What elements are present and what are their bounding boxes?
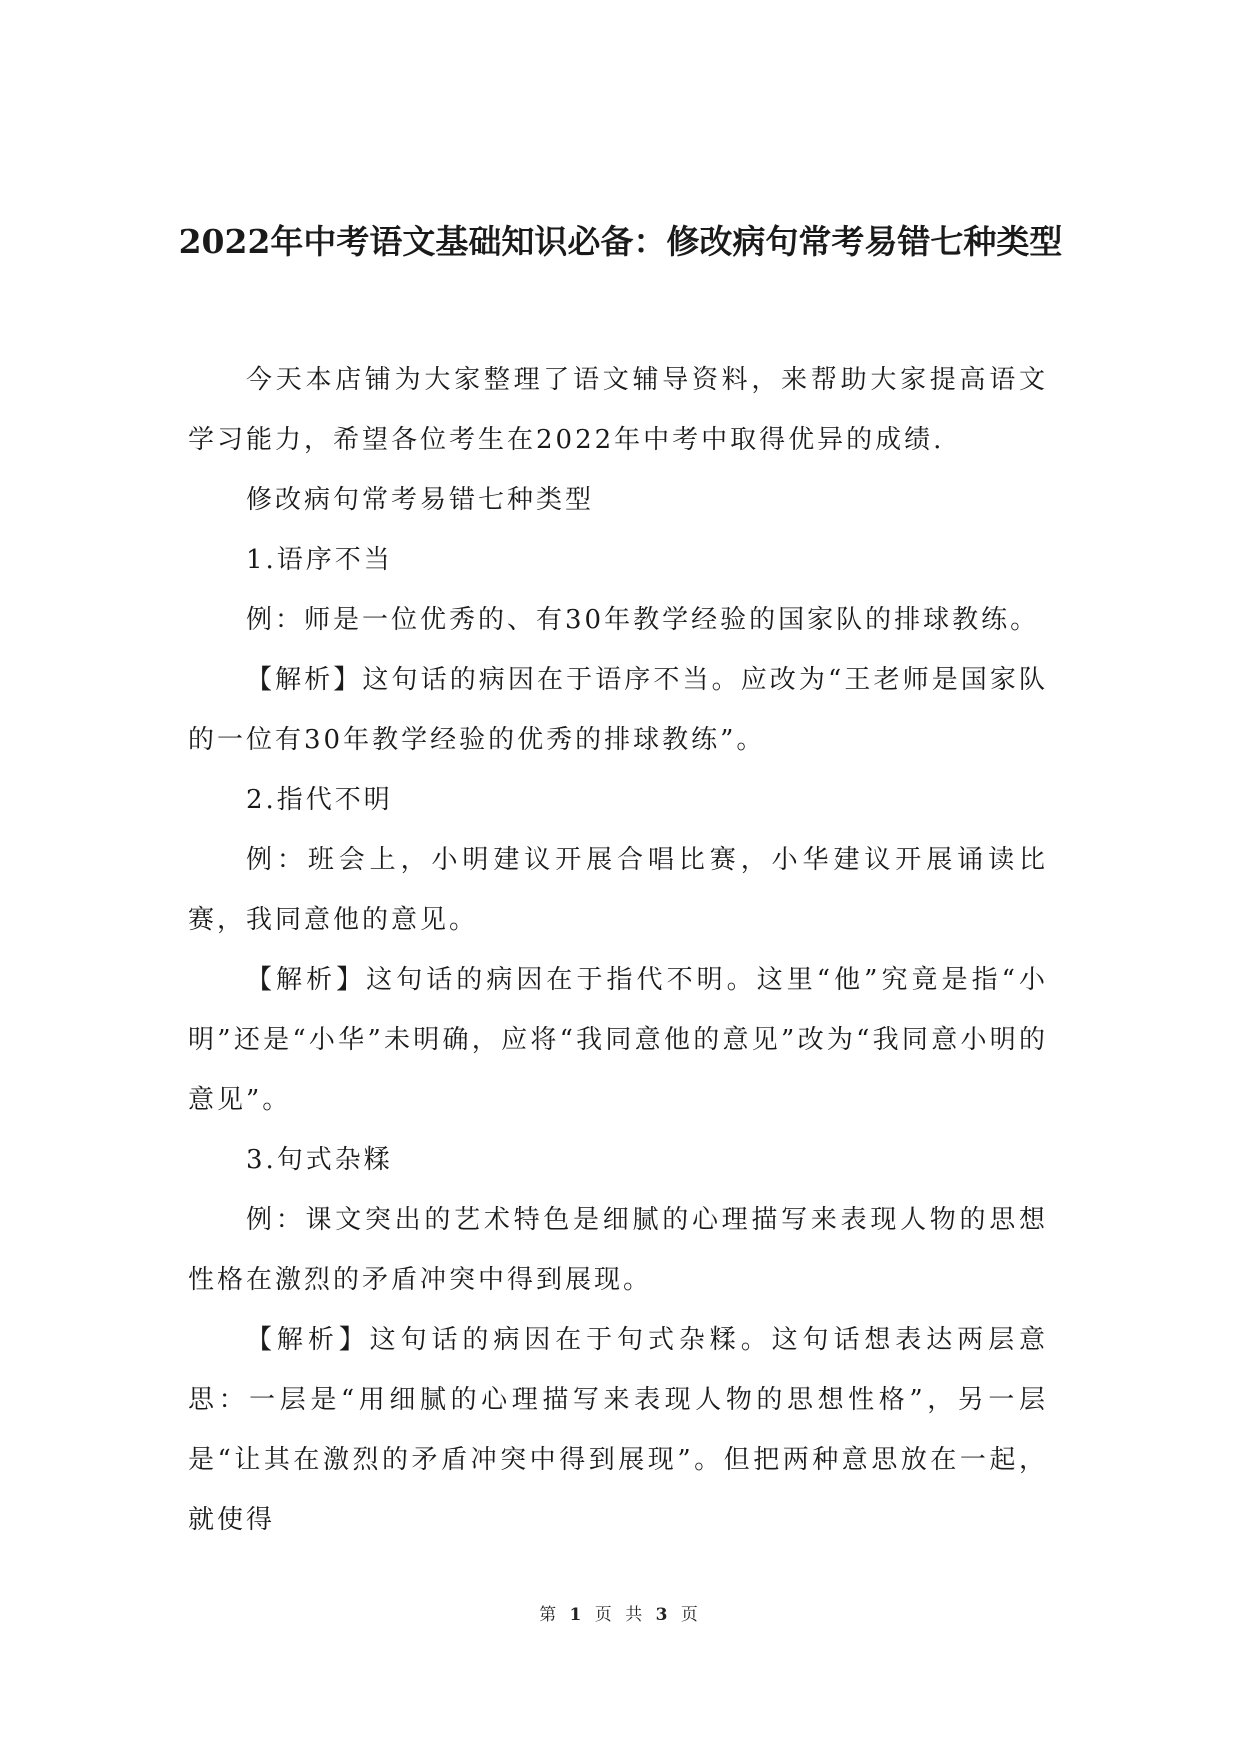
paragraph-type-2-heading: 2.指代不明 [246,785,393,815]
footer-prefix: 第 [539,1605,561,1625]
footer-page-number: 1 [569,1605,586,1625]
footer-total-pages: 3 [655,1605,672,1625]
paragraph-type-3-heading: 3.句式杂糅 [246,1145,393,1175]
paragraph-type-2-analysis: 【解析】这句话的病因在于指代不明。这里“他”究竟是指“小明”还是“小华”未明确，应将“我同意他的意见”改为“我同意小明的意见”。 [188,965,1048,1115]
paragraph-intro: 今天本店铺为大家整理了语文辅导资料，来帮助大家提高语文学习能力，希望各位考生在2022年中考中取得优异的成绩. [188,365,1048,455]
document-body [188,350,1048,1550]
paragraph-type-1-example: 例：师是一位优秀的、有30年教学经验的国家队的排球教练。 [246,605,1040,635]
document-title: 2022年中考语文基础知识必备：修改病句常考易错七种类型 [178,222,1063,261]
page-footer [0,1600,1241,1625]
footer-middle: 页 共 [594,1605,647,1625]
paragraph-type-1-heading: 1.语序不当 [246,545,393,575]
paragraph-type-3-example: 例：课文突出的艺术特色是细腻的心理描写来表现人物的思想性格在激烈的矛盾冲突中得到展现。 [188,1205,1048,1295]
paragraph-type-2-example: 例：班会上，小明建议开展合唱比赛，小华建议开展诵读比赛，我同意他的意见。 [188,845,1048,935]
paragraph-type-1-analysis: 【解析】这句话的病因在于语序不当。应改为“王老师是国家队的一位有30年教学经验的优秀的排球教练”。 [188,665,1048,755]
footer-suffix: 页 [680,1605,702,1625]
paragraph-type-3-analysis: 【解析】这句话的病因在于句式杂糅。这句话想表达两层意思：一层是“用细腻的心理描写来表现人物的思想性格”，另一层是“让其在激烈的矛盾冲突中得到展现”。但把两种意思放在一起，就使得 [188,1325,1048,1535]
paragraph-section-heading: 修改病句常考易错七种类型 [246,485,595,515]
